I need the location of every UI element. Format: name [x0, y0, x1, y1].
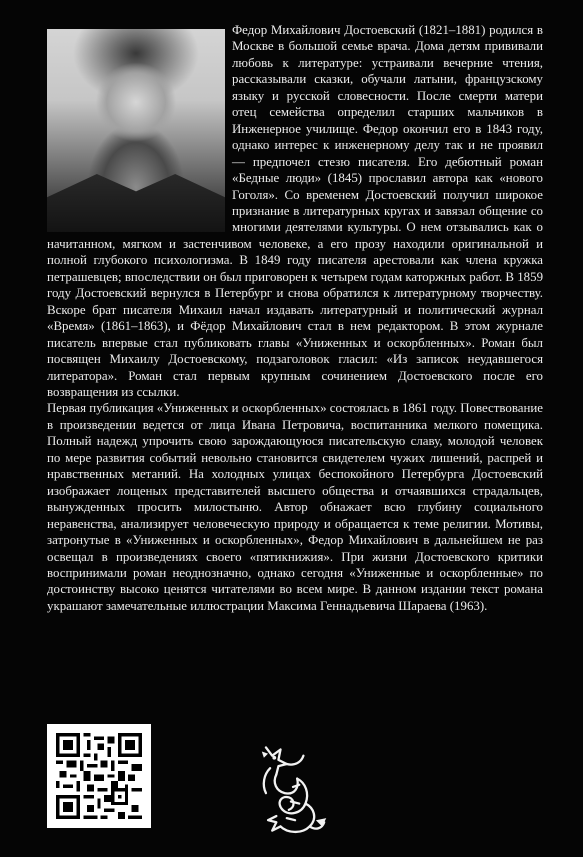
dragon-icon — [241, 737, 345, 841]
portrait-spacer — [47, 22, 232, 232]
dragon-logo — [241, 737, 345, 841]
biography-paragraph-1: Федор Михайлович Достоевский (1821–1881) родился в Москве в большой семье врача. Дома детям прививали любовь к литературе: устраивали вечерние чтения, рассказывали сказки, обучали латыни, французскому языку и русской словесности. После смерти матери отец семейства определил старших мальчиков в Инженерное училище. Федор окончил его в 1843 году, однако интерес к инженерному делу так и не проявил — предпочел стезю писателя. Его дебютный роман «Бедные люди» (1845) прославил автора как «нового Гоголя». Со временем Достоевский получил широкое признание в литературных кругах и завязал общение со многими деятелями культуры. О нем отзывались как о начитанном, мягком и застенчивом человеке, а его прозу находили оригинальной и полной глубокого психологизма. В 1849 году писателя арестовали как члена кружка петрашевцев; впоследствии он был приговорен к четырем годам каторжных работ. В 1859 году Достоевский вернулся в Петербург и снова обратился к литературному творчеству. Вскоре брат писателя Михаил начал издавать литературный и политический журнал «Время» (1861–1863), и Фёдор Михайлович стал в нем редактором. В этом журнале писатель впервые стал публиковать главы «Униженных и оскорбленных». Роман был посвящен Михаилу Достоевскому, подзаголовок гласил: «Из записок неудавшегося литератора». Роман стал первым крупным сочинением Достоевского после его возвращения из ссылки. — [47, 23, 544, 399]
biography-paragraph-2: Первая публикация «Униженных и оскорбленных» состоялась в 1861 году. Повествование в произведении ведется от лица Ивана Петровича, воспитанника мелкого помещика. Полный надежд упрочить свою зарождающуюся писательскую славу, молодой человек по мере развития событий невольно становится свидетелем чужих лишений, распрей и нравственных метаний. На холодных улицах беспокойного Петербурга Достоевский изображает лощеных представителей высшего общества и отчаявшихся страдальцев, вынужденных просить милостыню. Автор обнажает всю глубину социального неравенства, анализирует человеческую природу и обращается к теме религии. Мотивы, затронутые в «Униженных и оскорбленных», Федор Михайлович в дальнейшем не раз освещал в произведениях своего «пятикнижия». При жизни Достоевского критики воспринимали роман неоднозначно, однако сегодня «Униженные и оскорбленные» по достоинству высоко ценятся читателями во всем мире. В данном издании текст романа украшают замечательные иллюстрации Максима Геннадьевича Шараева (1963). — [47, 401, 543, 613]
back-cover-text — [47, 22, 543, 614]
qr-code[interactable] — [47, 724, 151, 828]
qr-pattern — [56, 733, 142, 819]
